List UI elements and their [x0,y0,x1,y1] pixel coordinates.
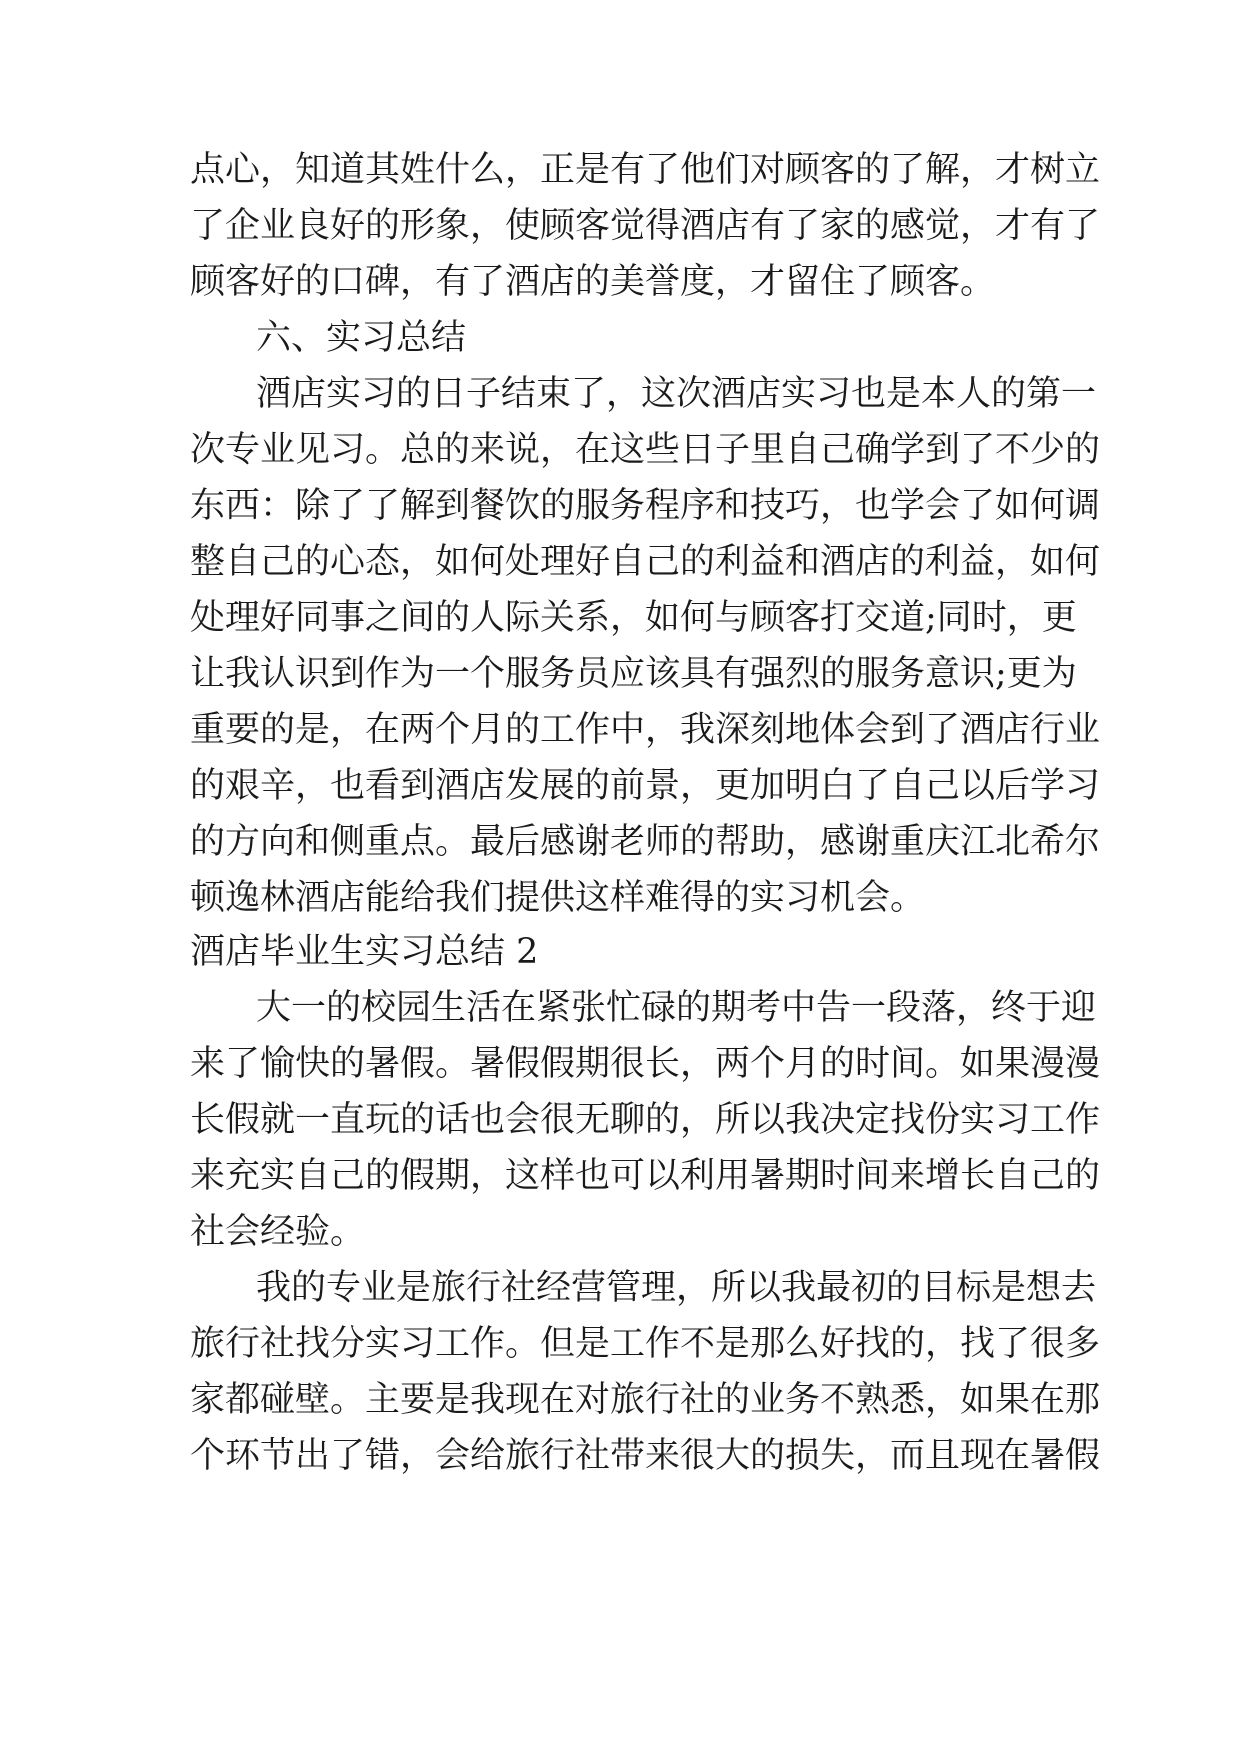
text-line: 整自己的心态，如何处理好自己的利益和酒店的利益，如何 [190,542,1101,582]
text-line: 长假就一直玩的话也会很无聊的，所以我决定找份实习工作 [190,1100,1101,1140]
document-title: 酒店毕业生实习总结 2 [190,932,539,972]
text-line: 顾客好的口碑，有了酒店的美誉度，才留住了顾客。 [190,262,996,302]
text-line: 重要的是，在两个月的工作中，我深刻地体会到了酒店行业 [190,710,1101,750]
text-line: 来了愉快的暑假。暑假假期很长，两个月的时间。如果漫漫 [190,1044,1101,1084]
text-line: 大一的校园生活在紧张忙碌的期考中告一段落，终于迎 [256,988,1097,1028]
text-line: 的艰辛，也看到酒店发展的前景，更加明白了自己以后学习 [190,766,1101,806]
text-line: 了企业良好的形象，使顾客觉得酒店有了家的感觉，才有了 [190,206,1101,246]
text-line: 社会经验。 [190,1212,366,1252]
text-line: 旅行社找分实习工作。但是工作不是那么好找的，找了很多 [190,1324,1101,1364]
text-line: 个环节出了错，会给旅行社带来很大的损失，而且现在暑假 [190,1436,1101,1476]
section-heading: 六、实习总结 [256,318,467,358]
text-line: 顿逸林酒店能给我们提供这样难得的实习机会。 [190,878,926,918]
text-line: 我的专业是旅行社经营管理，所以我最初的目标是想去 [256,1268,1097,1308]
text-line: 次专业见习。总的来说，在这些日子里自己确学到了不少的 [190,430,1101,470]
text-line: 家都碰壁。主要是我现在对旅行社的业务不熟悉，如果在那 [190,1380,1101,1420]
text-line: 处理好同事之间的人际关系，如何与顾客打交道;同时，更 [190,598,1077,638]
text-line: 让我认识到作为一个服务员应该具有强烈的服务意识;更为 [190,654,1077,694]
text-line: 的方向和侧重点。最后感谢老师的帮助，感谢重庆江北希尔 [190,822,1101,862]
text-line: 酒店实习的日子结束了，这次酒店实习也是本人的第一 [256,374,1097,414]
text-line: 来充实自己的假期，这样也可以利用暑期时间来增长自己的 [190,1156,1101,1196]
text-line: 东西：除了了解到餐饮的服务程序和技巧，也学会了如何调 [190,486,1101,526]
text-line: 点心，知道其姓什么，正是有了他们对顾客的了解，才树立 [190,150,1101,190]
